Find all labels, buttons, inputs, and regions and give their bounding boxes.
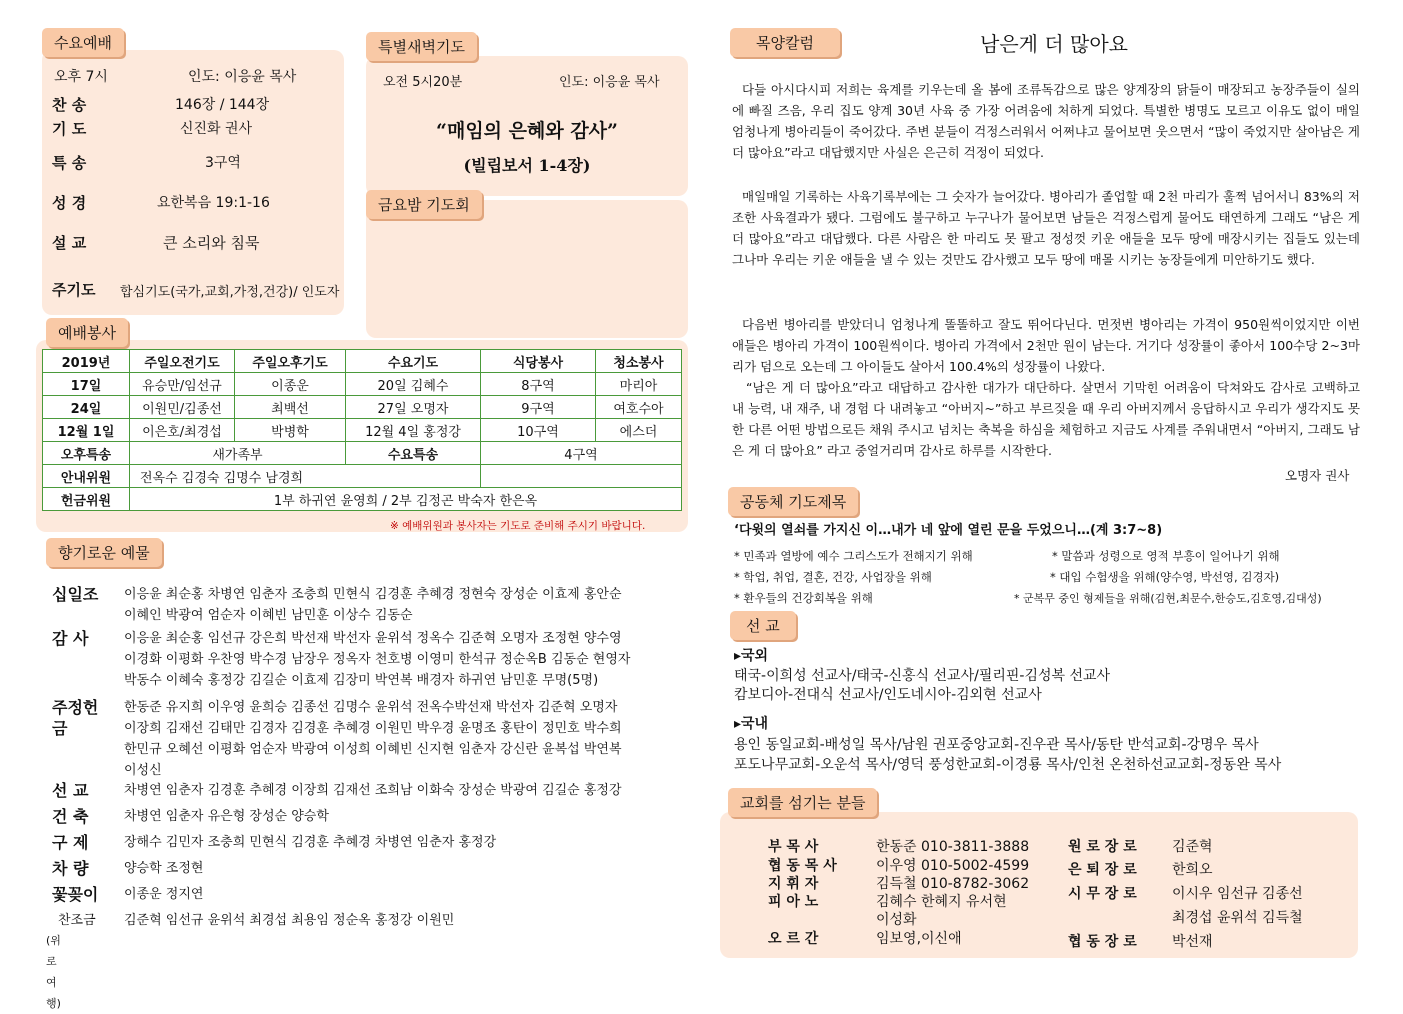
mission-domestic-1: 용인 동일교회-배성일 목사/남원 권포중앙교회-진우관 목사/동탄 반석교회-강명우 목사 xyxy=(734,737,1259,753)
wed-key-lords-prayer: 주기도 xyxy=(52,281,96,299)
staff-role: 시 무 장 로 xyxy=(1068,886,1137,902)
wed-val-prayer: 신진화 권사 xyxy=(180,121,253,137)
table-cell: 9구역 xyxy=(481,396,596,419)
staff-role: 부 목 사 xyxy=(768,839,819,855)
column-paragraph-3: 다음번 병아리를 받았더니 엄청나게 똘똘하고 잘도 뛰어다닌다. 먼젓번 병아리는 가격이 950원씩이었지만 이번 애들은 병아리 가격이 100원씩이다. 병아리 가격에서 2천만 원이 남는다. 거기다 성장률이 좋아서 100수당 2~3마리가 덤으로 오는데 그 아이들도 살아서 100.4%의 성장률이 나왔다. xyxy=(732,317,1360,374)
staff-role: 원 로 장 로 xyxy=(1068,839,1137,855)
offering-group-name: 건 축 xyxy=(52,807,89,826)
offering-group-name: 구 제 xyxy=(52,833,89,852)
wed-val-lords-prayer: 합심기도(국가,교회,가정,건강)/ 인도자 xyxy=(120,285,340,300)
list-item: 이성신 xyxy=(124,763,162,778)
list-item: 한민규 오혜선 이평화 엄순자 박광여 이성희 이혜빈 신지현 임춘자 강신란 윤복섭 박연복 xyxy=(124,742,622,757)
hdr-kitchen: 식당봉사 xyxy=(481,350,596,373)
special-pm: 새가족부 xyxy=(130,442,346,465)
wednesday-leader: 인도: 이응윤 목사 xyxy=(188,69,297,85)
column-paragraph-1: 다들 아시다시피 저희는 육계를 키우는데 올 봄에 조류독감으로 많은 양계장의 닭들이 매장되고 농장주들이 실의에 빠질 즈음, 우리 집도 양계 30년 사육 중 가장 어려움에 처하게 되었다. 특별한 병명도 모르고 이유도 없이 매일 엄청나게 병아리들이 죽어갔다. 주변 분들이 걱정스러워서 어쩌냐고 물어보면 웃으면서 “많이 죽었지만 살아남은 게 더 많아요”라고 대답했지만 사실은 은근히 걱정이 되었다. xyxy=(732,82,1360,160)
offering-team: 1부 하귀연 윤영희 / 2부 김정곤 박숙자 한은옥 xyxy=(130,488,682,511)
offerings-label: 향기로운 예물 xyxy=(46,538,162,567)
wed-key-hymn: 찬 송 xyxy=(52,96,87,114)
mission-overseas-label: ▸국외 xyxy=(734,648,769,664)
prayer-item: * 민족과 열방에 예수 그리스도가 전해지기 위해 xyxy=(734,549,973,563)
staff-name: 이우영 010-5002-4599 xyxy=(876,858,1030,874)
list-item: 이응윤 최순홍 차병연 임춘자 조충희 민현식 김경훈 추혜경 정현숙 장성순 이효제 홍안순 xyxy=(124,587,622,602)
friday-panel xyxy=(366,200,688,338)
offering-names xyxy=(124,697,684,781)
hdr-year: 2019년 xyxy=(43,350,130,373)
prayer-item: * 말씀과 성령으로 영적 부흥이 일어나기 위해 xyxy=(1052,549,1280,563)
dawn-title: “매임의 은혜와 감사” xyxy=(436,120,618,142)
offering-names xyxy=(124,806,684,827)
table-cell: 박병학 xyxy=(235,419,346,442)
list-item: 장해수 김민자 조충희 민현식 김경훈 추혜경 차병연 임춘자 홍정강 xyxy=(124,835,497,850)
list-item: 이장희 김재선 김태만 김경자 김경훈 추혜경 이원민 박우경 윤명조 홍탄이 정민호 박수희 xyxy=(124,721,622,736)
table-cell: 27일 오명자 xyxy=(346,396,481,419)
staff-name: 최경섭 윤위석 김득철 xyxy=(1172,910,1303,926)
service-table xyxy=(42,349,682,511)
offering-names xyxy=(124,584,684,626)
mission-overseas-1: 태국-이희성 선교사/태국-신홍식 선교사/필리핀-김성복 선교사 xyxy=(734,668,1111,684)
table-cell: 24일 xyxy=(43,396,130,419)
table-cell: 유승만/임선규 xyxy=(130,373,235,396)
table-cell: 이은호/최경섭 xyxy=(130,419,235,442)
mission-domestic-2: 포도나무교회-오운석 목사/영덕 풍성한교회-이경룡 목사/인천 온천하선교교회-정동완 목사 xyxy=(734,757,1282,773)
wednesday-label: 수요예배 xyxy=(42,28,124,57)
table-cell: 8구역 xyxy=(481,373,596,396)
service-note: ※ 예배위원과 봉사자는 기도로 준비해 주시기 바랍니다. xyxy=(390,520,646,532)
table-cell: 12월 1일 xyxy=(43,419,130,442)
staff-role: 협 동 장 로 xyxy=(1068,934,1137,950)
usher-label: 안내위원 xyxy=(43,465,130,488)
offering-label: 헌금위원 xyxy=(43,488,130,511)
offering-names xyxy=(124,858,684,879)
wed-key-scripture: 성 경 xyxy=(52,194,87,212)
staff-role: 협 동 목 사 xyxy=(768,858,837,874)
prayer-item: * 환우들의 건강회복을 위해 xyxy=(734,591,873,605)
dawn-time: 오전 5시20분 xyxy=(383,75,463,90)
staff-name: 박선재 xyxy=(1172,934,1213,950)
prayer-verse: ‘다윗의 열쇠를 가지신 이…내가 네 앞에 열린 문을 두었으니…(계 3:7~8) xyxy=(734,523,1163,538)
staff-label: 교회를 섬기는 분들 xyxy=(728,788,877,817)
list-item: 이응윤 최순홍 임선규 강은희 박선재 박선자 윤위석 정옥수 김준혁 오명자 조정현 양수영 xyxy=(124,631,622,646)
table-cell: 이원민/김종선 xyxy=(130,396,235,419)
wednesday-time: 오후 7시 xyxy=(54,69,108,85)
staff-name: 이시우 임선규 김종선 xyxy=(1172,886,1303,902)
wednesday-panel xyxy=(42,50,344,315)
table-cell: 최백선 xyxy=(235,396,346,419)
prayer-item: * 대입 수험생을 위해(양수영, 박선영, 김경자) xyxy=(1050,570,1280,584)
offering-group-name: 차 량 xyxy=(52,859,89,878)
offering-group-name: 주정헌금 xyxy=(52,698,99,738)
service-label: 예배봉사 xyxy=(46,318,128,347)
list-item: 차병연 임춘자 유은형 장성순 양승학 xyxy=(124,809,329,824)
staff-name: 한희오 xyxy=(1172,862,1213,878)
column-author: 오명자 권사 xyxy=(1285,468,1350,483)
list-item: 박동수 이혜숙 홍정강 김길순 이효제 김장미 박연복 배경자 하귀연 남민훈 무명(5명) xyxy=(124,673,599,688)
offering-group-name: 선 교 xyxy=(52,781,89,800)
wed-val-special: 3구역 xyxy=(205,155,241,171)
offering-names xyxy=(124,884,684,905)
mission-label: 선 교 xyxy=(730,611,796,640)
column-paragraph-2: 매일매일 기록하는 사육기록부에는 그 숫자가 늘어갔다. 병아리가 졸업할 때 2천 마리가 훌쩍 넘어서니 83%의 저조한 사육결과가 됐다. 그럼에도 불구하고 누구나가 물어보면 남들은 걱정스럽게 물어도 태연하게 그래도 “남은 게 더 많아요”라고 대답했다. 다른 사람은 한 마리도 못 팔고 정성껏 키운 애들을 모두 땅에 매장시키는 집들도 있는데 그나마 우리는 키운 애들을 낼 수 있는 것만도 감사했고 모두 땅에 매몰 시키는 농장들에게 미안하기도 했다. xyxy=(732,189,1360,267)
table-cell xyxy=(481,465,682,488)
prayer-label: 공동체 기도제목 xyxy=(728,487,858,516)
list-item: 이혜인 박광여 엄순자 이혜빈 남민훈 이상수 김동순 xyxy=(124,608,413,623)
wed-key-special: 특 송 xyxy=(52,154,87,172)
list-item: 이경화 이평화 우찬영 박수경 남장우 정옥자 천호병 이영미 한석규 정순옥B 김동순 현영자 xyxy=(124,652,631,667)
list-item: 차병연 임춘자 김경훈 추혜경 이장희 김재선 조희남 이화숙 장성순 박광여 김길순 홍정강 xyxy=(124,783,622,798)
wed-key-prayer: 기 도 xyxy=(52,120,87,138)
staff-name: 이성화 xyxy=(876,912,917,928)
special-pm-label: 오후특송 xyxy=(43,442,130,465)
wed-key-sermon: 설 교 xyxy=(52,234,87,252)
table-cell: 이종운 xyxy=(235,373,346,396)
prayer-item: * 군복무 중인 형제들을 위해(김현,최문수,한승도,김호영,김대성) xyxy=(1014,592,1322,605)
mission-overseas-2: 캄보디아-전대식 선교사/인도네시아-김외현 선교사 xyxy=(734,687,1042,703)
offering-group-name: 꽃꽂이 xyxy=(52,885,99,904)
list-item: 이종운 정지연 xyxy=(124,887,204,902)
table-cell: 10구역 xyxy=(481,419,596,442)
table-cell: 에스더 xyxy=(596,419,682,442)
table-cell: 17일 xyxy=(43,373,130,396)
staff-name: 한동준 010-3811-3888 xyxy=(876,839,1030,855)
dawn-scripture: (빌립보서 1-4장) xyxy=(463,156,591,175)
table-cell: 여호수아 xyxy=(596,396,682,419)
hdr-clean: 청소봉사 xyxy=(596,350,682,373)
dawn-leader: 인도: 이응윤 목사 xyxy=(559,75,660,90)
offering-group-name: 십일조 xyxy=(52,585,99,604)
offering-group-sub: (위로여행) xyxy=(46,934,61,1010)
table-cell: 마리아 xyxy=(596,373,682,396)
prayer-item: * 학업, 취업, 결혼, 건강, 사업장을 위해 xyxy=(734,570,932,584)
list-item: 한동준 유지희 이우영 윤희승 김종선 김명수 윤위석 전옥수박선재 박선자 김준혁 오명자 xyxy=(124,700,618,715)
staff-role: 피 아 노 xyxy=(768,894,819,910)
offering-names xyxy=(124,780,684,801)
mission-domestic-label: ▸국내 xyxy=(734,716,769,732)
staff-name: 김준혁 xyxy=(1172,839,1213,855)
ushers: 전옥수 김경숙 김명수 남경희 xyxy=(130,465,481,488)
column-paragraph-4: “남은 게 더 많아요”라고 대답하고 감사한 대가가 대단하다. 살면서 기막힌 어려움이 닥쳐와도 감사로 고백하고 내 능력, 내 재주, 내 경험 다 내려놓고 “아버지~”하고 부르짖을 때 우리 아버지께서 응답하시고 우리가 생각지도 못한 다른 어떤 방법으로든 채워 주시고 넘치는 축복을 하심을 체험하고 지금도 사계를 주워내면서 “아버지, 그래도 남은 게 더 많아요” 라고 중얼거리며 감사로 하루를 시작한다. xyxy=(732,380,1360,458)
wed-val-sermon: 큰 소리와 침묵 xyxy=(163,234,260,252)
friday-label: 금요밤 기도회 xyxy=(366,190,482,219)
table-cell: 20일 김혜수 xyxy=(346,373,481,396)
offering-names xyxy=(124,910,684,931)
offering-names xyxy=(124,832,684,853)
hdr-sun-am: 주일오전기도 xyxy=(130,350,235,373)
offering-group-name: 찬조금 xyxy=(58,913,96,928)
wed-val-hymn: 146장 / 144장 xyxy=(175,97,270,113)
staff-name: 임보영,이신애 xyxy=(876,931,962,947)
column-title: 남은게 더 많아요 xyxy=(980,32,1128,56)
special-wed: 4구역 xyxy=(481,442,682,465)
special-wed-label: 수요특송 xyxy=(346,442,481,465)
offering-group-name: 감 사 xyxy=(52,629,89,648)
hdr-wed: 수요기도 xyxy=(346,350,481,373)
list-item: 양승학 조정현 xyxy=(124,861,204,876)
column-label: 목양칼럼 xyxy=(730,28,840,57)
hdr-sun-pm: 주일오후기도 xyxy=(235,350,346,373)
staff-role: 은 퇴 장 로 xyxy=(1068,862,1137,878)
list-item: 김준혁 임선규 윤위석 최경섭 최용임 정순옥 홍정강 이원민 xyxy=(124,913,455,928)
wed-val-scripture: 요한복음 19:1-16 xyxy=(157,195,270,211)
staff-role: 오 르 간 xyxy=(768,931,819,947)
dawn-label: 특별새벽기도 xyxy=(366,32,477,61)
table-cell: 12월 4일 홍정강 xyxy=(346,419,481,442)
staff-role: 지 휘 자 xyxy=(768,876,819,892)
staff-name: 김득철 010-8782-3062 xyxy=(876,876,1030,892)
offering-names xyxy=(124,628,684,691)
staff-name: 김혜수 한혜지 유서현 xyxy=(876,894,1007,910)
